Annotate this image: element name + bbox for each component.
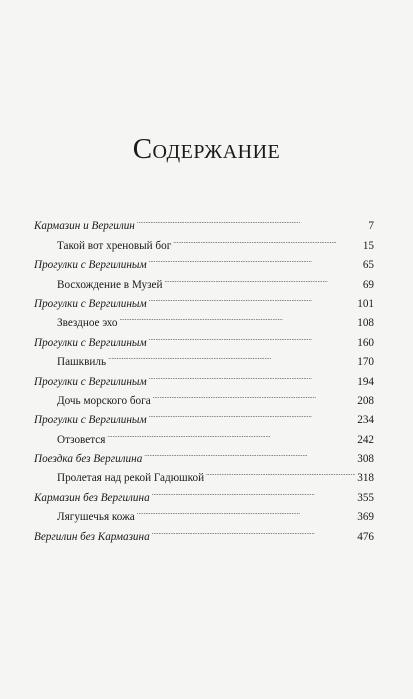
toc-entry-title: Дочь морского бога xyxy=(57,394,151,407)
toc-entry-title: Восхождение в Музей xyxy=(57,278,163,291)
toc-entry-title: Пролетая над рекой Гадюшкой xyxy=(57,472,205,485)
toc-entry-page-number: 369 xyxy=(357,511,374,524)
toc-entry-page-number: 7 xyxy=(368,220,374,233)
toc-entry-page-number: 234 xyxy=(357,414,374,427)
dot-leader xyxy=(152,520,356,539)
table-of-contents xyxy=(34,210,374,543)
dot-leader xyxy=(153,385,356,404)
toc-entry-title: Прогулки с Вергилиным xyxy=(34,297,147,310)
toc-entry-page-number: 15 xyxy=(362,239,374,252)
dot-leader xyxy=(107,423,355,442)
toc-entry-title: Прогулки с Вергилиным xyxy=(34,336,147,349)
toc-entry-title: Пашквиль xyxy=(57,356,107,369)
dot-leader xyxy=(149,365,356,384)
toc-entry-title: Кармазин без Вергилина xyxy=(34,491,150,504)
dot-leader xyxy=(119,307,355,326)
toc-entry-page-number: 318 xyxy=(357,472,374,485)
toc-entry-page-number: 101 xyxy=(357,297,374,310)
toc-entry-page-number: 170 xyxy=(357,356,374,369)
toc-entry-title: Лягушечья кожа xyxy=(57,511,135,524)
dot-leader xyxy=(149,404,356,423)
toc-entry-page-number: 108 xyxy=(357,317,374,330)
toc-entry-page-number: 242 xyxy=(357,433,374,446)
toc-entry-title: Вергилин без Кармазина xyxy=(34,530,150,543)
toc-entry-title: Прогулки с Вергилиным xyxy=(34,259,147,272)
toc-entry-title: Отзовется xyxy=(57,433,106,446)
toc-entry-title: Кармазин и Вергилин xyxy=(34,220,135,233)
dot-leader xyxy=(164,268,360,287)
toc-entry-chapter xyxy=(34,210,374,233)
toc-entry-page-number: 160 xyxy=(357,336,374,349)
dot-leader xyxy=(149,288,356,307)
toc-entry-page-number: 355 xyxy=(357,491,374,504)
page-title: Содержание xyxy=(132,133,281,165)
toc-entry-title: Такой вот хреновый бог xyxy=(57,239,172,252)
dot-leader xyxy=(144,443,355,462)
toc-entry-page-number: 194 xyxy=(357,375,374,388)
dot-leader xyxy=(108,346,355,365)
dot-leader xyxy=(137,210,367,229)
toc-entry-title: Звездное эхо xyxy=(57,317,118,330)
toc-entry-page-number: 476 xyxy=(357,530,374,543)
dot-leader xyxy=(149,249,361,268)
dot-leader xyxy=(149,326,356,345)
toc-entry-title: Поездка без Вергилина xyxy=(34,453,143,466)
toc-entry-page-number: 69 xyxy=(362,278,374,291)
toc-entry-page-number: 65 xyxy=(362,259,374,272)
toc-entry-page-number: 208 xyxy=(357,394,374,407)
dot-leader xyxy=(173,229,361,248)
dot-leader xyxy=(137,501,355,520)
dot-leader xyxy=(152,481,356,500)
toc-entry-title: Прогулки с Вергилиным xyxy=(34,375,147,388)
toc-entry-title: Прогулки с Вергилиным xyxy=(34,414,147,427)
dot-leader xyxy=(206,462,355,481)
toc-entry-page-number: 308 xyxy=(357,453,374,466)
